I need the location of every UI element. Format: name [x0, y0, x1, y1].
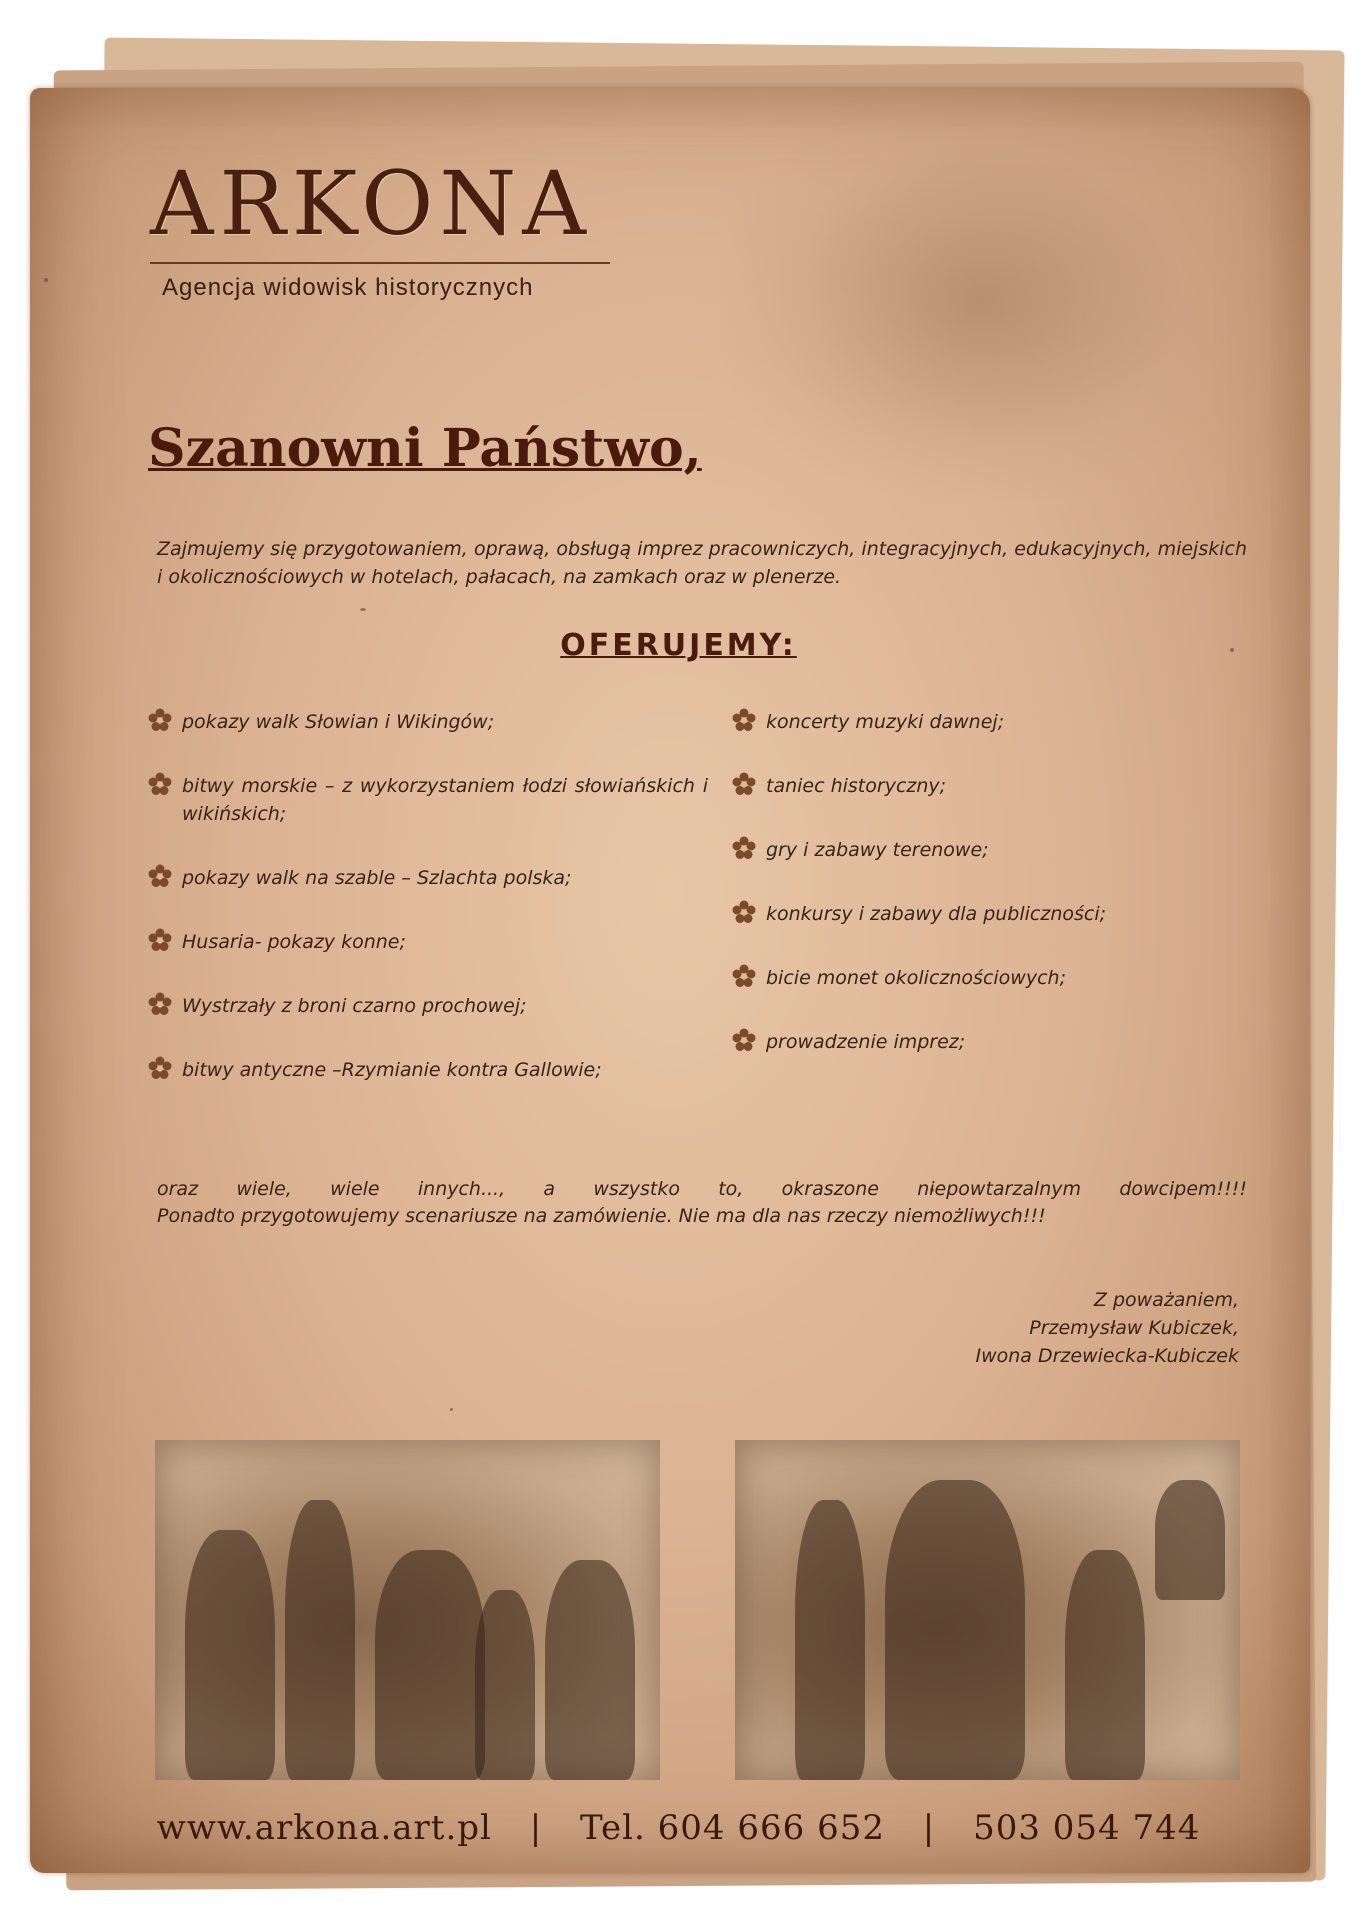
offer-left-text: pokazy walk Słowian i Wikingów; [182, 711, 495, 733]
flower-bullet-icon [148, 708, 172, 732]
list-item [148, 772, 708, 828]
signature-block [976, 1286, 1240, 1370]
flower-bullet-icon [148, 928, 172, 952]
footer-separator: | [529, 1808, 543, 1848]
flower-bullet-icon [732, 900, 756, 924]
outro-paragraph [157, 1176, 1247, 1230]
list-item [732, 1028, 1252, 1056]
offer-title: OFERUJEMY: [560, 628, 797, 663]
offer-left-text: Husaria- pokazy konne; [182, 931, 406, 953]
footer-website[interactable]: www.arkona.art.pl [156, 1808, 492, 1848]
flower-bullet-icon [732, 708, 756, 732]
flower-bullet-icon [732, 1028, 756, 1052]
flower-bullet-icon [732, 964, 756, 988]
brand-logo: ARKONA [150, 152, 592, 255]
outro-line-1: oraz wiele, wiele innych..., a wszystko to, okraszone niepowtarzalnym dowcipem!!!! [157, 1178, 1247, 1200]
list-item [148, 864, 708, 892]
list-item [148, 928, 708, 956]
intro-paragraph: Zajmujemy się przygotowaniem, oprawą, obsługą imprez pracowniczych, integracyjnych, edukacyjnych, miejskich i okolicznościowych w hotelach, pałacach, na zamkach oraz w plenerze. [157, 538, 1247, 588]
offer-list-left [148, 708, 708, 1120]
flower-bullet-icon [148, 772, 172, 796]
signature-name-2: Iwona Drzewiecka-Kubiczek [975, 1345, 1239, 1367]
flower-bullet-icon [148, 1056, 172, 1080]
greeting-heading: Szanowni Państwo, [148, 418, 702, 479]
offer-right-text: taniec historyczny; [766, 775, 947, 797]
footer-contact [0, 1808, 1357, 1848]
offer-list-right [732, 708, 1252, 1092]
list-item [148, 708, 708, 736]
offer-right-text: konkursy i zabawy dla publiczności; [766, 903, 1107, 925]
flower-bullet-icon [148, 992, 172, 1016]
offer-left-text: bitwy morskie – z wykorzystaniem łodzi słowiańskich i wikińskich; [182, 775, 708, 825]
footer-separator: | [922, 1808, 936, 1848]
brand-header [150, 152, 610, 302]
photo-warriors-with-children [735, 1440, 1240, 1780]
offer-right-text: bicie monet okolicznościowych; [766, 967, 1066, 989]
footer-phone-1: Tel. 604 666 652 [580, 1808, 885, 1848]
list-item [732, 964, 1252, 992]
hero-photo-warriors [720, 100, 1240, 500]
offer-left-text: Wystrzały z broni czarno prochowej; [182, 995, 527, 1017]
photo-hussars-on-horses [155, 1440, 660, 1780]
list-item [148, 1056, 708, 1084]
footer-phone-2: 503 054 744 [973, 1808, 1201, 1848]
offer-right-text: gry i zabawy terenowe; [766, 839, 989, 861]
list-item [732, 708, 1252, 736]
offer-left-text: bitwy antyczne –Rzymianie kontra Gallowie; [182, 1059, 602, 1081]
offer-right-text: prowadzenie imprez; [766, 1031, 966, 1053]
flower-bullet-icon [148, 864, 172, 888]
list-item [732, 900, 1252, 928]
list-item [148, 992, 708, 1020]
list-item [732, 836, 1252, 864]
outro-line-2: Ponadto przygotowujemy scenariusze na zamówienie. Nie ma dla nas rzeczy niemożliwych!!! [157, 1205, 1046, 1227]
flower-bullet-icon [732, 772, 756, 796]
list-item [732, 772, 1252, 800]
brand-tagline: Agencja widowisk historycznych [162, 274, 534, 301]
offer-heading [0, 628, 1357, 663]
offer-left-text: pokazy walk na szable – Szlachta polska; [182, 867, 572, 889]
brand-divider [150, 262, 610, 264]
signature-name-1: Przemysław Kubiczek, [1029, 1317, 1239, 1339]
signature-closing: Z poważaniem, [1093, 1289, 1239, 1311]
offer-right-text: koncerty muzyki dawnej; [766, 711, 1005, 733]
flower-bullet-icon [732, 836, 756, 860]
